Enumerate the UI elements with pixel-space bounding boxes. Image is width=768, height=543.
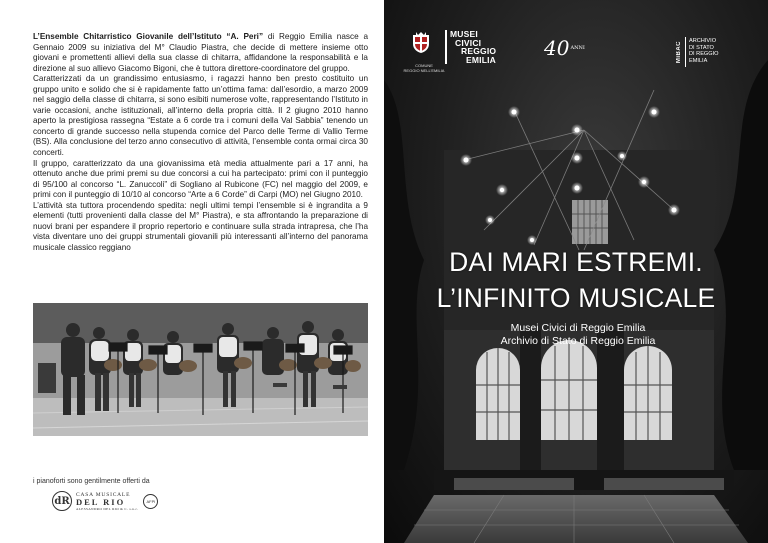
anniversary-number: 40 (544, 36, 570, 60)
ensemble-biography (33, 32, 368, 253)
sponsor-monogram-icon: dR (52, 491, 72, 511)
musei-name-line-4: EMILIA (466, 54, 497, 65)
event-title (394, 244, 758, 316)
archivio-name (689, 38, 719, 64)
musei-name-line-1: MUSEI (450, 29, 478, 39)
archivio-line-3: DI REGGIO (689, 51, 719, 57)
event-title-line-2: L’INFINITO MUSICALE (436, 283, 716, 313)
bio-paragraph-1 (33, 32, 368, 74)
anniversary-suffix: ANNI (570, 45, 585, 51)
comune-label-line-2: REGGIO NELL’EMILIA (403, 67, 445, 73)
sponsor-line-2: DEL RIO (76, 496, 126, 507)
comune-label-line-1: COMUNE (415, 63, 433, 68)
event-subtitle-line-1: Musei Civici di Reggio Emilia (510, 322, 646, 334)
comune-crest-icon (412, 32, 430, 54)
archivio-line-4: EMILIA (689, 57, 708, 64)
musei-civici-name (450, 30, 496, 64)
event-subtitle-line-2: Archivio di Stato di Reggio Emilia (500, 335, 656, 347)
bio-paragraph-1-text: di Reggio Emilia nasce a Gennaio 2009 su iniziativa del M° Claudio Piastra, che decide di mettere insieme otto giovani e promettenti allievi della sua classe di chitarra, affidandone la responsabilità e la direzione al suo allievo Giacomo Bigoni, che è tuttora direttore-coordinatore del gruppo. (33, 32, 368, 73)
bio-paragraph-2: Caratterizzati da un grandissimo entusiasmo, i ragazzi hanno ben presto costituito un gruppo unito e solido che si è rapidamente fatto un’ottima fama: dall’esordio, a marzo 2009 nel saggio della classe di chitarra, si sono esibiti numerose volte, rappresentando l’Istituto in varie occasioni, anche istituzionali, all’interno della propria città. Il 2 giugno 2010 hanno aperto la prestigiosa rassegna “Estate a 6 corde tra i comuni della Val Sabbia” tenendo un concerto di grande successo nella stupenda cornice del Parco delle Terme di Vallio Terme (BS). Alla conclusione del terzo anno consecutivo di attività, l’ensemble conta ormai circa 30 concerti. (33, 74, 368, 158)
bio-paragraph-4: L’attività sta tuttora procendendo spedita: negli ultimi tempi l’ensemble si è ingrandita a 9 elementi (tutti provenienti dalla classe del M° Piastra), e sta affrontando la preparazione di nuovi brani per espandere il proprio repertorio e continuare sulla strada intrapresa, che l’ha vista diventare uno dei gruppi strumentali giovanili più interessanti all’interno del panorama musicale classico reggiano (33, 200, 368, 252)
bio-paragraph-3: Il gruppo, caratterizzato da una giovanissima età media attualmente pari a 17 anni, ha ottenuto anche due primi premi su due concorsi a cui ha partecipato: primi con il punteggio di 95/100 al concorso “L. Zanuccoli” di Sogliano al Rubicone (FC) nel maggio del 2009, e primi con il punteggio di 10/10 al concorso “Arte a 6 Corde” di Carpi (MO) nel Giugno 2010. (33, 158, 368, 200)
right-page-cover (384, 0, 768, 543)
sponsor-caption: i pianoforti sono gentilmente offerti da (33, 478, 150, 485)
archivio-line-1: ARCHIVIO (689, 38, 717, 44)
event-title-line-1: DAI MARI ESTREMI. (449, 247, 703, 277)
sponsor-name (76, 492, 138, 511)
musei-name-line-2: CIVICI (455, 37, 482, 48)
sponsor-line-3: ALESSANDRO DEL RIO & C. s.n.c. (76, 506, 139, 511)
sponsor-line-1: CASA MUSICALE (76, 491, 131, 498)
archivio-line-2: DI STATO (689, 44, 714, 51)
ensemble-photo-illustration (33, 303, 368, 436)
sponsor-logo (52, 489, 158, 513)
musei-name-line-3: REGGIO (461, 46, 497, 56)
sponsor-badge-icon: AFPI (143, 494, 158, 509)
musei-civici-logo (403, 28, 501, 76)
event-subtitle (448, 322, 708, 348)
anniversary-40-logo (544, 38, 585, 58)
bio-lead: L’Ensemble Chitarristico Giovanile dell’Istituto “A. Peri” (33, 32, 264, 41)
comune-label (399, 64, 449, 73)
archivio-logo-bar (685, 37, 686, 67)
ensemble-photo (33, 303, 368, 436)
musei-logo-bar (445, 30, 447, 64)
mibac-label: MiBAC (676, 41, 682, 64)
